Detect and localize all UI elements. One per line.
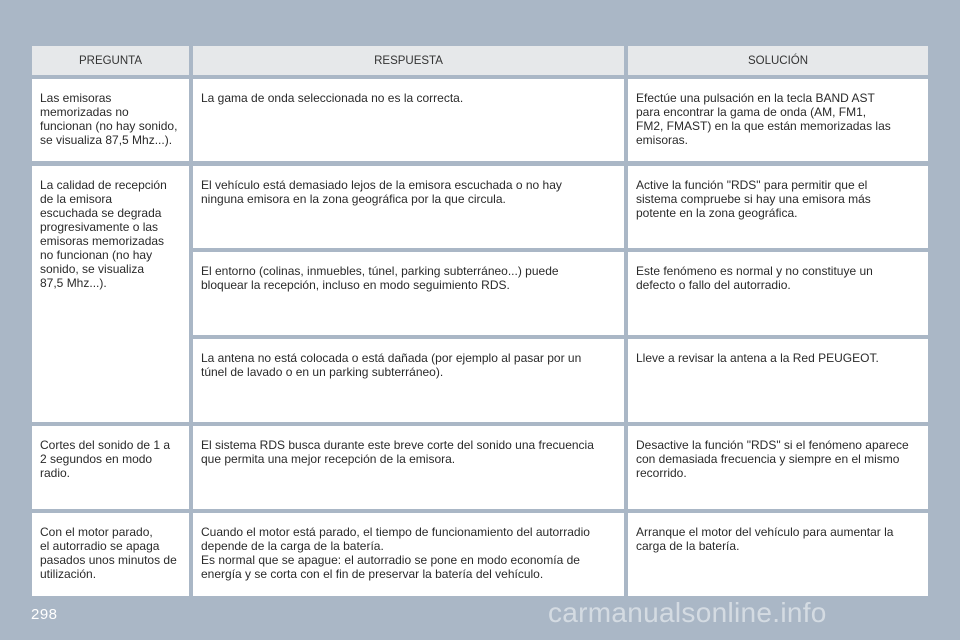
answer-cell <box>193 252 624 335</box>
answer-line: La antena no está colocada o está dañada (por ejemplo al pasar por un <box>201 351 582 365</box>
header-solucion-label: SOLUCIÓN <box>747 54 809 67</box>
question-line: no funcionan (no hay <box>40 248 153 262</box>
solution-line: Este fenómeno es normal y no constituye un <box>636 264 873 278</box>
header-respuesta-label: RESPUESTA <box>374 54 443 67</box>
solution-line: potente en la zona geográfica. <box>636 206 798 220</box>
solution-cell <box>628 166 928 248</box>
solution-cell <box>628 426 928 509</box>
solution-line: Efectúe una pulsación en la tecla BAND AST <box>636 91 875 105</box>
answer-cell <box>193 426 624 509</box>
answer-line: depende de la carga de la batería. <box>201 539 384 553</box>
answer-line: bloquear la recepción, incluso en modo seguimiento RDS. <box>201 278 510 292</box>
question-line: Las emisoras <box>40 91 112 105</box>
question-line: emisoras memorizadas <box>40 234 165 248</box>
question-line: 87,5 Mhz...). <box>40 276 107 290</box>
question-line: 2 segundos en modo <box>40 452 153 466</box>
answer-line: La gama de onda seleccionada no es la correcta. <box>201 91 464 105</box>
answer-cell <box>193 339 624 422</box>
solution-cell <box>628 79 928 161</box>
solution-line: defecto o fallo del autorradio. <box>636 278 791 292</box>
question-line: La calidad de recepción <box>40 178 167 192</box>
question-line: progresivamente o las <box>40 220 159 234</box>
answer-cell <box>193 79 624 161</box>
question-line: radio. <box>40 466 71 480</box>
question-line: funcionan (no hay sonido, <box>40 119 178 133</box>
question-cell <box>32 79 189 161</box>
solution-line: Desactive la función "RDS" si el fenómeno aparece <box>636 438 909 452</box>
answer-line: Es normal que se apague: el autorradio se pone en modo economía de <box>201 553 580 567</box>
solution-cell <box>628 339 928 422</box>
solution-line: FM2, FMAST) en la que están memorizadas las <box>636 119 891 133</box>
solution-line: Lleve a revisar la antena a la Red PEUGEOT. <box>636 351 879 365</box>
question-cell <box>32 513 189 596</box>
answer-line: El sistema RDS busca durante este breve corte del sonido una frecuencia <box>201 438 594 452</box>
question-line: escuchada se degrada <box>40 206 162 220</box>
solution-line: recorrido. <box>636 466 687 480</box>
header-solucion <box>628 46 928 75</box>
solution-line: Active la función "RDS" para permitir que el <box>636 178 868 192</box>
solution-cell <box>628 252 928 335</box>
solution-line: emisoras. <box>636 133 689 147</box>
question-line: Con el motor parado, <box>40 525 153 539</box>
solution-cell <box>628 513 928 596</box>
answer-line: energía y se corta con el fin de preservar la batería del vehículo. <box>201 567 544 581</box>
solution-line: para encontrar la gama de onda (AM, FM1, <box>636 105 867 119</box>
answer-line: que permita una mejor recepción de la emisora. <box>201 452 456 466</box>
question-cell <box>32 426 189 509</box>
answer-cell <box>193 166 624 248</box>
question-line: sonido, se visualiza <box>40 262 145 276</box>
answer-line: Cuando el motor está parado, el tiempo de funcionamiento del autorradio <box>201 525 590 539</box>
page-number: 298 <box>31 606 58 623</box>
question-line: Cortes del sonido de 1 a <box>40 438 171 452</box>
question-line: el autorradio se apaga <box>40 539 160 553</box>
question-line: memorizadas no <box>40 105 129 119</box>
question-line: utilización. <box>40 567 97 581</box>
answer-cell <box>193 513 624 596</box>
answer-line: ninguna emisora en la zona geográfica por la que circula. <box>201 192 506 206</box>
watermark-text: carmanualsonline.info <box>548 597 827 628</box>
answer-line: El vehículo está demasiado lejos de la emisora escuchada o no hay <box>201 178 562 192</box>
solution-line: con demasiada frecuencia y siempre en el mismo <box>636 452 900 466</box>
solution-line: Arranque el motor del vehículo para aumentar la <box>636 525 894 539</box>
question-line: se visualiza 87,5 Mhz...). <box>40 133 173 147</box>
header-pregunta-label: PREGUNTA <box>78 54 143 67</box>
answer-line: túnel de lavado o en un parking subterráneo). <box>201 365 444 379</box>
question-cell <box>32 166 189 422</box>
solution-line: sistema compruebe si hay una emisora más <box>636 192 871 206</box>
answer-line: El entorno (colinas, inmuebles, túnel, parking subterráneo...) puede <box>201 264 559 278</box>
question-line: de la emisora <box>40 192 113 206</box>
header-respuesta <box>193 46 624 75</box>
header-pregunta <box>32 46 189 75</box>
question-line: pasados unos minutos de <box>40 553 177 567</box>
solution-line: carga de la batería. <box>636 539 740 553</box>
